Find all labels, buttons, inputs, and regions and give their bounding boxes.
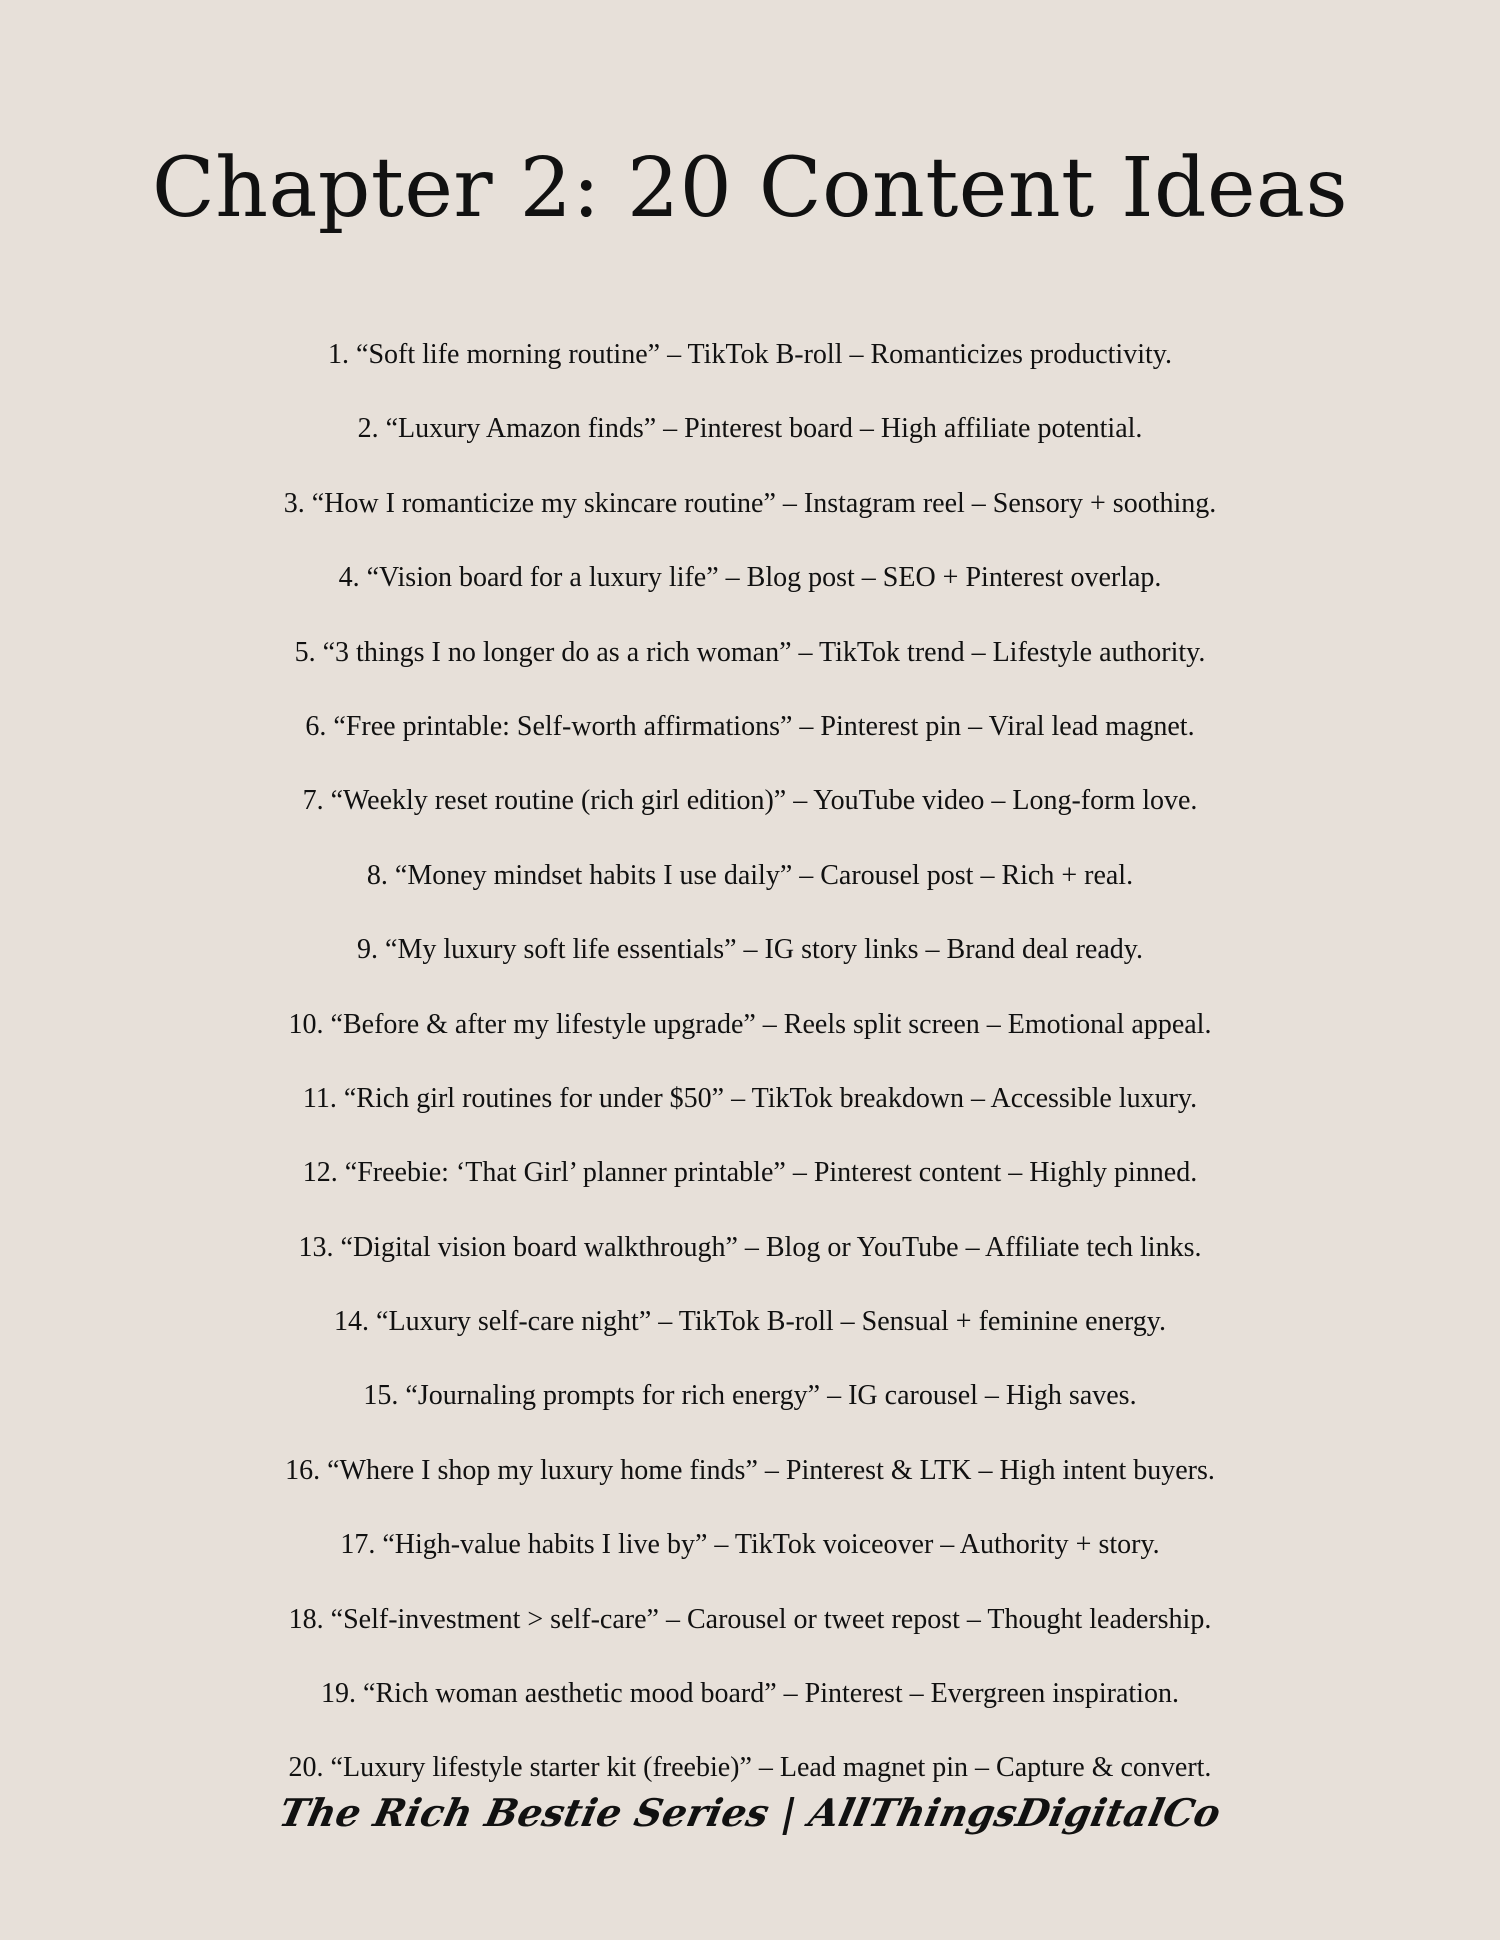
list-item: 17. “High-value habits I live by” – TikTok voiceover – Authority + story.	[340, 1529, 1160, 1561]
list-item: 18. “Self-investment > self-care” – Carousel or tweet repost – Thought leadership.	[288, 1603, 1212, 1635]
list-item: 10. “Before & after my lifestyle upgrade” – Reels split screen – Emotional appeal.	[288, 1008, 1212, 1040]
list-item: 2. “Luxury Amazon finds” – Pinterest board – High affiliate potential.	[357, 413, 1143, 445]
page-title: Chapter 2: 20 Content Ideas	[151, 141, 1349, 236]
list-item: 16. “Where I shop my luxury home finds” – Pinterest & LTK – High intent buyers.	[285, 1454, 1215, 1486]
list-item: 20. “Luxury lifestyle starter kit (freebie)” – Lead magnet pin – Capture & convert.	[288, 1752, 1212, 1784]
list-item: 11. “Rich girl routines for under $50” – TikTok breakdown – Accessible luxury.	[302, 1082, 1198, 1114]
list-item: 7. “Weekly reset routine (rich girl edition)” – YouTube video – Long-form love.	[302, 785, 1198, 817]
list-item: 9. “My luxury soft life essentials” – IG story links – Brand deal ready.	[357, 934, 1143, 966]
list-item: 4. “Vision board for a luxury life” – Blog post – SEO + Pinterest overlap.	[338, 562, 1162, 594]
list-item: 19. “Rich woman aesthetic mood board” – Pinterest – Evergreen inspiration.	[321, 1678, 1179, 1710]
list-item: 12. “Freebie: ‘That Girl’ planner printable” – Pinterest content – Highly pinned.	[302, 1157, 1198, 1189]
list-item: 6. “Free printable: Self-worth affirmations” – Pinterest pin – Viral lead magnet.	[305, 710, 1195, 742]
content-ideas-list	[0, 340, 1500, 1828]
list-item: 14. “Luxury self-care night” – TikTok B-roll – Sensual + feminine energy.	[334, 1306, 1166, 1338]
list-item: 15. “Journaling prompts for rich energy” – IG carousel – High saves.	[363, 1380, 1137, 1412]
list-item: 13. “Digital vision board walkthrough” – Blog or YouTube – Affiliate tech links.	[298, 1231, 1202, 1263]
list-item: 5. “3 things I no longer do as a rich woman” – TikTok trend – Lifestyle authority.	[294, 636, 1206, 668]
list-item: 1. “Soft life morning routine” – TikTok B-roll – Romanticizes productivity.	[328, 339, 1172, 370]
footer-signature: The Rich Bestie Series | AllThingsDigitalCo	[275, 1790, 1225, 1835]
list-item: 8. “Money mindset habits I use daily” – Carousel post – Rich + real.	[366, 859, 1134, 891]
list-item: 3. “How I romanticize my skincare routine” – Instagram reel – Sensory + soothing.	[283, 487, 1217, 519]
